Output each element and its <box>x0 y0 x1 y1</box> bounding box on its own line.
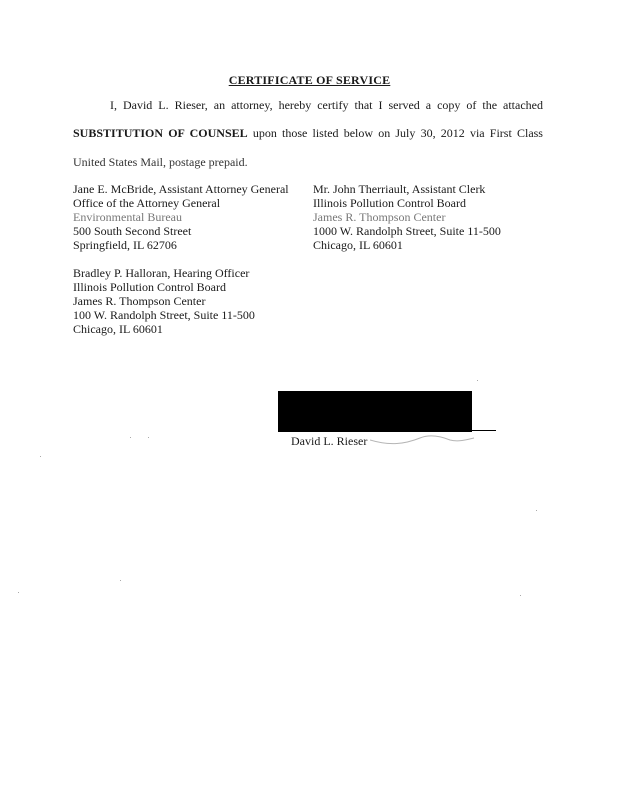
recipient-street: 1000 W. Randolph Street, Suite 11-500 <box>313 224 501 238</box>
recipient-name: Jane E. McBride, Assistant Attorney General <box>73 182 289 196</box>
recipient-name: Bradley P. Halloran, Hearing Officer <box>73 266 250 280</box>
certification-line-2 <box>73 126 543 140</box>
recipient-building: James R. Thompson Center <box>313 210 446 224</box>
signer-name: David L. Rieser <box>291 434 368 448</box>
scan-speck <box>130 437 131 438</box>
recipient-address-block <box>73 266 255 336</box>
document-served-name: SUBSTITUTION OF COUNSEL <box>73 126 248 140</box>
recipient-building: James R. Thompson Center <box>73 294 206 308</box>
recipient-city: Springfield, IL 62706 <box>73 238 177 252</box>
certification-text-1: I, David L. Rieser, an attorney, hereby certify that I served a copy of the attached <box>110 98 543 112</box>
recipient-address-block <box>73 182 289 252</box>
recipient-street: 500 South Second Street <box>73 224 192 238</box>
recipient-office: Illinois Pollution Control Board <box>73 280 227 294</box>
document-title: CERTIFICATE OF SERVICE <box>228 73 391 87</box>
scan-speck <box>536 510 537 511</box>
scan-speck <box>18 592 19 593</box>
scan-speck <box>40 456 41 457</box>
scan-speck <box>477 380 478 381</box>
recipient-city: Chicago, IL 60601 <box>73 322 163 336</box>
scan-speck <box>148 437 149 438</box>
certification-line-1 <box>73 98 543 112</box>
recipient-street: 100 W. Randolph Street, Suite 11-500 <box>73 308 255 322</box>
recipient-department: Environmental Bureau <box>73 210 182 224</box>
certification-line-3: United States Mail, postage prepaid. <box>73 155 248 169</box>
scan-speck <box>520 595 521 596</box>
scan-speck <box>120 580 121 581</box>
certification-text-2: upon those listed below on July 30, 2012 via First Class <box>247 126 543 140</box>
signature-redaction-box <box>278 391 472 432</box>
recipient-name: Mr. John Therriault, Assistant Clerk <box>313 182 486 196</box>
recipient-city: Chicago, IL 60601 <box>313 238 403 252</box>
recipient-address-block <box>313 182 501 252</box>
signature-stroke-mark <box>370 428 480 448</box>
recipient-office: Office of the Attorney General <box>73 196 221 210</box>
recipient-office: Illinois Pollution Control Board <box>313 196 467 210</box>
